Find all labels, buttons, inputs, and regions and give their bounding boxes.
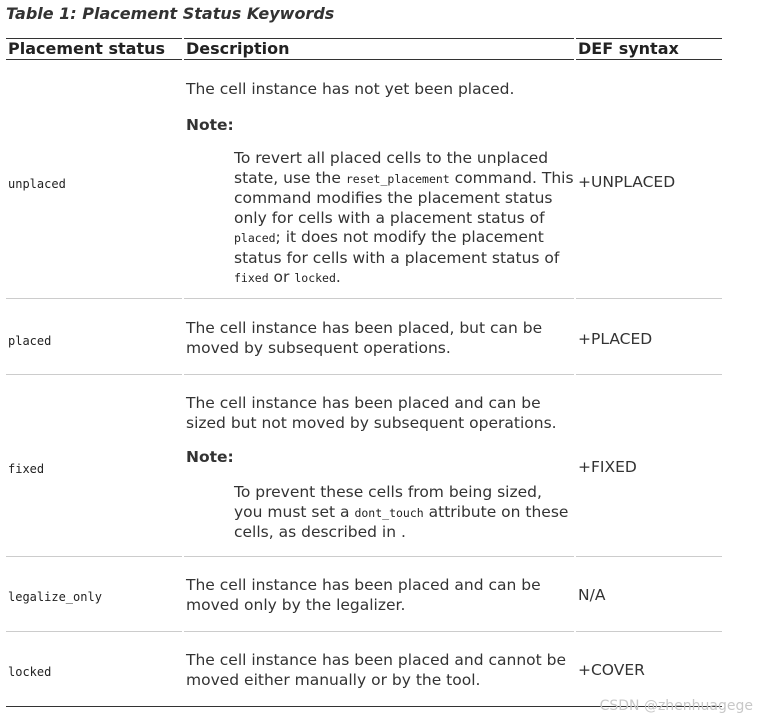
inline-code: fixed [234, 271, 269, 285]
keyword-fixed: fixed [8, 462, 45, 476]
note-label: Note: [186, 116, 234, 134]
row-divider [184, 556, 574, 557]
inline-code: reset_placement [345, 171, 450, 186]
row-divider [576, 374, 722, 375]
table-caption: Table 1: Placement Status Keywords [6, 4, 335, 23]
watermark: CSDN @zhenhuagege [599, 698, 753, 714]
def-syntax: +UNPLACED [578, 173, 676, 191]
row-divider [576, 298, 722, 299]
row-divider [6, 298, 182, 299]
keyword-placed: placed [8, 334, 52, 348]
row-divider [6, 556, 182, 557]
row-divider [6, 631, 182, 632]
header-def-syntax: DEF syntax [576, 38, 722, 60]
def-syntax: +FIXED [578, 458, 637, 476]
row-description: The cell instance has been placed and can be sized but not moved by subsequent operations. [186, 394, 557, 432]
note-label: Note: [186, 448, 234, 466]
keyword-locked: locked [8, 665, 52, 679]
keyword-unplaced: unplaced [8, 177, 66, 191]
note-body: To revert all placed cells to the unplaced state, use the reset_placement command. This command modifies the placement status only for cells with a placement status of placed; it does not modify the placement status for cells with a placement status of fixed or locked. [234, 149, 574, 286]
row-divider [6, 374, 182, 375]
row-description: The cell instance has been placed and cannot be moved either manually or by the tool. [186, 651, 567, 689]
row-divider [184, 298, 574, 299]
header-description: Description [184, 38, 574, 60]
def-syntax: N/A [578, 586, 606, 604]
header-placement-status: Placement status [6, 38, 182, 60]
inline-code: placed [234, 231, 276, 245]
row-divider [576, 556, 722, 557]
def-syntax: +COVER [578, 661, 645, 679]
row-divider [184, 631, 574, 632]
def-syntax: +PLACED [578, 330, 653, 348]
row-divider [576, 631, 722, 632]
row-divider [184, 374, 574, 375]
note-body: To prevent these cells from being sized, you must set a dont_touch attribute on these cells, as described in . [234, 483, 569, 541]
row-description: The cell instance has been placed and can be moved only by the legalizer. [186, 576, 541, 614]
row-description: The cell instance has not yet been placed. [186, 80, 515, 98]
inline-code: dont_touch [354, 505, 424, 520]
row-description: The cell instance has been placed, but can be moved by subsequent operations. [186, 319, 543, 357]
keyword-legalize-only: legalize_only [8, 590, 102, 604]
inline-code: locked [294, 271, 336, 285]
